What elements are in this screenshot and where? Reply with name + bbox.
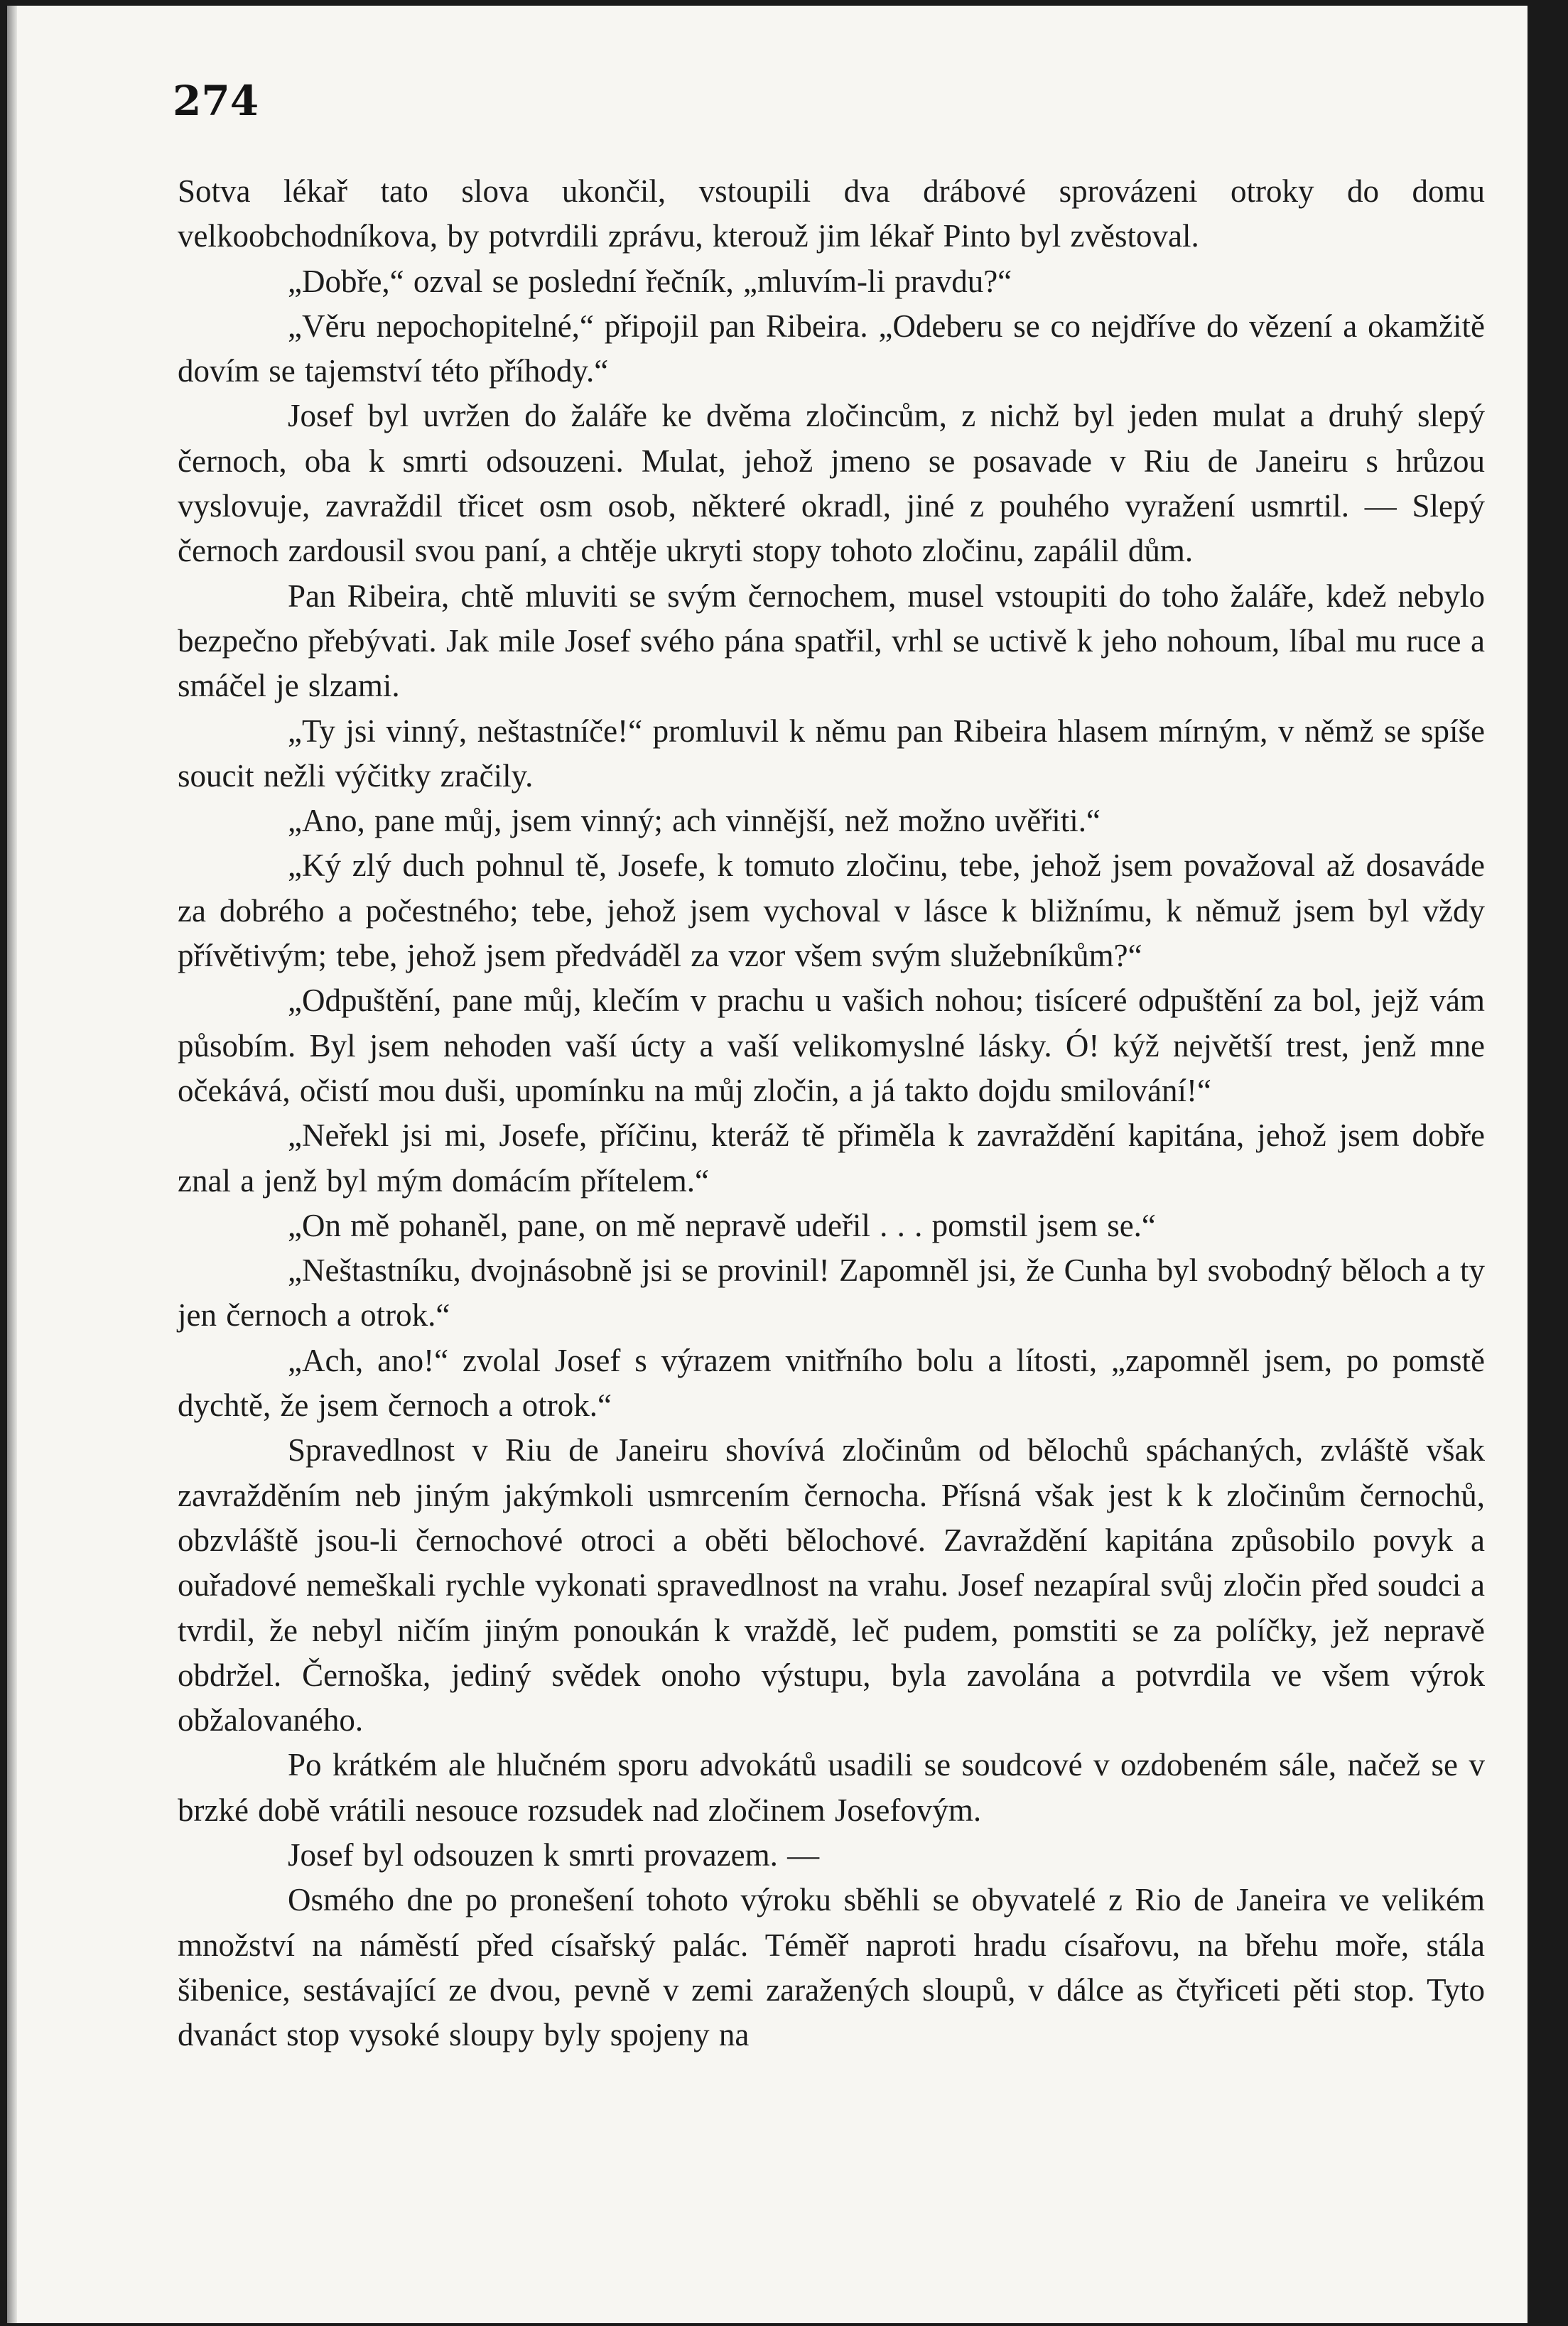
paragraph-6: „Ty jsi vinný, neštastníče!“ promluvil k němu pan Ribeira hlasem mírným, v němž se spíše soucit nežli výčitky zračily. bbox=[178, 713, 1485, 794]
paragraph-15: Po krátkém ale hlučném sporu advokátů usadili se soudcové v ozdobeném sále, načež se v brzké době vrátili nesouce rozsudek nad zločinem Josefovým. bbox=[178, 1747, 1485, 1828]
page-binding-edge bbox=[7, 6, 17, 2323]
paragraph-1: Sotva lékař tato slova ukončil, vstoupili dva drábové sprovázeni otroky do domu velkoobchodníkova, by potvrdili zprávu, kterouž jim lékař Pinto byl zvěstoval. bbox=[178, 173, 1485, 254]
paragraph-12: „Neštastníku, dvojnásobně jsi se provinil! Zapomněl jsi, že Cunha byl svobodný běloch a ty jen černoch a otrok.“ bbox=[178, 1253, 1485, 1334]
paragraph-5: Pan Ribeira, chtě mluviti se svým černochem, musel vstoupiti do toho žaláře, kdež nebylo bezpečno přebývati. Jak mile Josef svého pána spatřil, vrhl se uctivě k jeho nohoum, líbal mu ruce a smáčel je slzami. bbox=[178, 578, 1485, 704]
body-text bbox=[178, 169, 1485, 2057]
paragraph-13: „Ach, ano!“ zvolal Josef s výrazem vnitřního bolu a lítosti, „zapomněl jsem, po pomstě dychtě, že jsem černoch a otrok.“ bbox=[178, 1342, 1485, 1424]
paragraph-10: „Neřekl jsi mi, Josefe, příčinu, kteráž tě přiměla k zavraždění kapitána, jehož jsem dobře znal a jenž byl mým domácím přítelem.“ bbox=[178, 1118, 1485, 1199]
paragraph-7: „Ano, pane můj, jsem vinný; ach vinnější, než možno uvěřiti.“ bbox=[288, 803, 1101, 839]
scan-dark-margin bbox=[1528, 0, 1568, 2326]
paragraph-8: „Ký zlý duch pohnul tě, Josefe, k tomuto zločinu, tebe, jehož jsem považoval až dosaváde za dobrého a počestného; tebe, jehož jsem vychoval v lásce k bližnímu, k němuž jsem byl vždy přívětivým; tebe, jehož jsem předváděl za vzor všem svým služebníkům?“ bbox=[178, 848, 1485, 974]
page-number: 274 bbox=[173, 77, 259, 125]
paragraph-4: Josef byl uvržen do žaláře ke dvěma zločincům, z nichž byl jeden mulat a druhý slepý černoch, oba k smrti odsouzeni. Mulat, jehož jmeno se posavade v Riu de Janeiru s hrůzou vyslovuje, zavraždil třicet osm osob, některé okradl, jiné z pouhého vyražení usmrtil. — Slepý černoch zardousil svou paní, a chtěje ukryti stopy tohoto zločinu, zapálil dům. bbox=[178, 398, 1485, 569]
paragraph-11: „On mě pohaněl, pane, on mě nepravě udeřil . . . pomstil jsem se.“ bbox=[288, 1207, 1156, 1243]
paragraph-14: Spravedlnost v Riu de Janeiru shovívá zločinům od bělochů spáchaných, zvláště však zavražděním neb jiným jakýmkoli usmrcením černocha. Přísná však jest k k zločinům černochů, obzvláště jsou-li černochové otroci a oběti bělochové. Zavraždění kapitána způsobilo povyk a ouřadové nemeškali rychle vykonati spravedlnost na vrahu. Josef nezapíral svůj zločin před soudci a tvrdil, že nebyl ničím jiným ponoukán k vraždě, leč pudem, pomstiti se za políčky, jež nepravě obdržel. Černoška, jediný svědek onoho výstupu, byla zavolána a potvrdila ve všem výrok obžalovaného. bbox=[178, 1432, 1485, 1738]
paragraph-2: „Dobře,“ ozval se poslední řečník, „mluvím-li pravdu?“ bbox=[288, 263, 1012, 299]
paragraph-16: Josef byl odsouzen k smrti provazem. — bbox=[288, 1837, 820, 1873]
paragraph-17: Osmého dne po pronešení tohoto výroku sběhli se obyvatelé z Rio de Janeira ve velikém množství na náměstí před císařský palác. Téměř naproti hradu císařovu, na břehu moře, stála šibenice, sestávající ze dvou, pevně v zemi zaražených sloupů, v dálce as čtyřiceti pěti stop. Tyto dvanáct stop vysoké sloupy byly spojeny na bbox=[178, 1882, 1485, 2053]
paragraph-3: „Věru nepochopitelné,“ připojil pan Ribeira. „Odeberu se co nejdříve do vězení a okamžitě dovím se tajemství této příhody.“ bbox=[178, 308, 1485, 389]
paragraph-9: „Odpuštění, pane můj, klečím v prachu u vašich nohou; tisíceré odpuštění za bol, jejž vám působím. Byl jsem nehoden vaší úcty a vaší velikomyslné lásky. Ó! kýž největší trest, jenž mne očekává, očistí mou duši, upomínku na můj zločin, a já takto dojdu smilování!“ bbox=[178, 983, 1485, 1108]
book-page bbox=[7, 6, 1528, 2323]
